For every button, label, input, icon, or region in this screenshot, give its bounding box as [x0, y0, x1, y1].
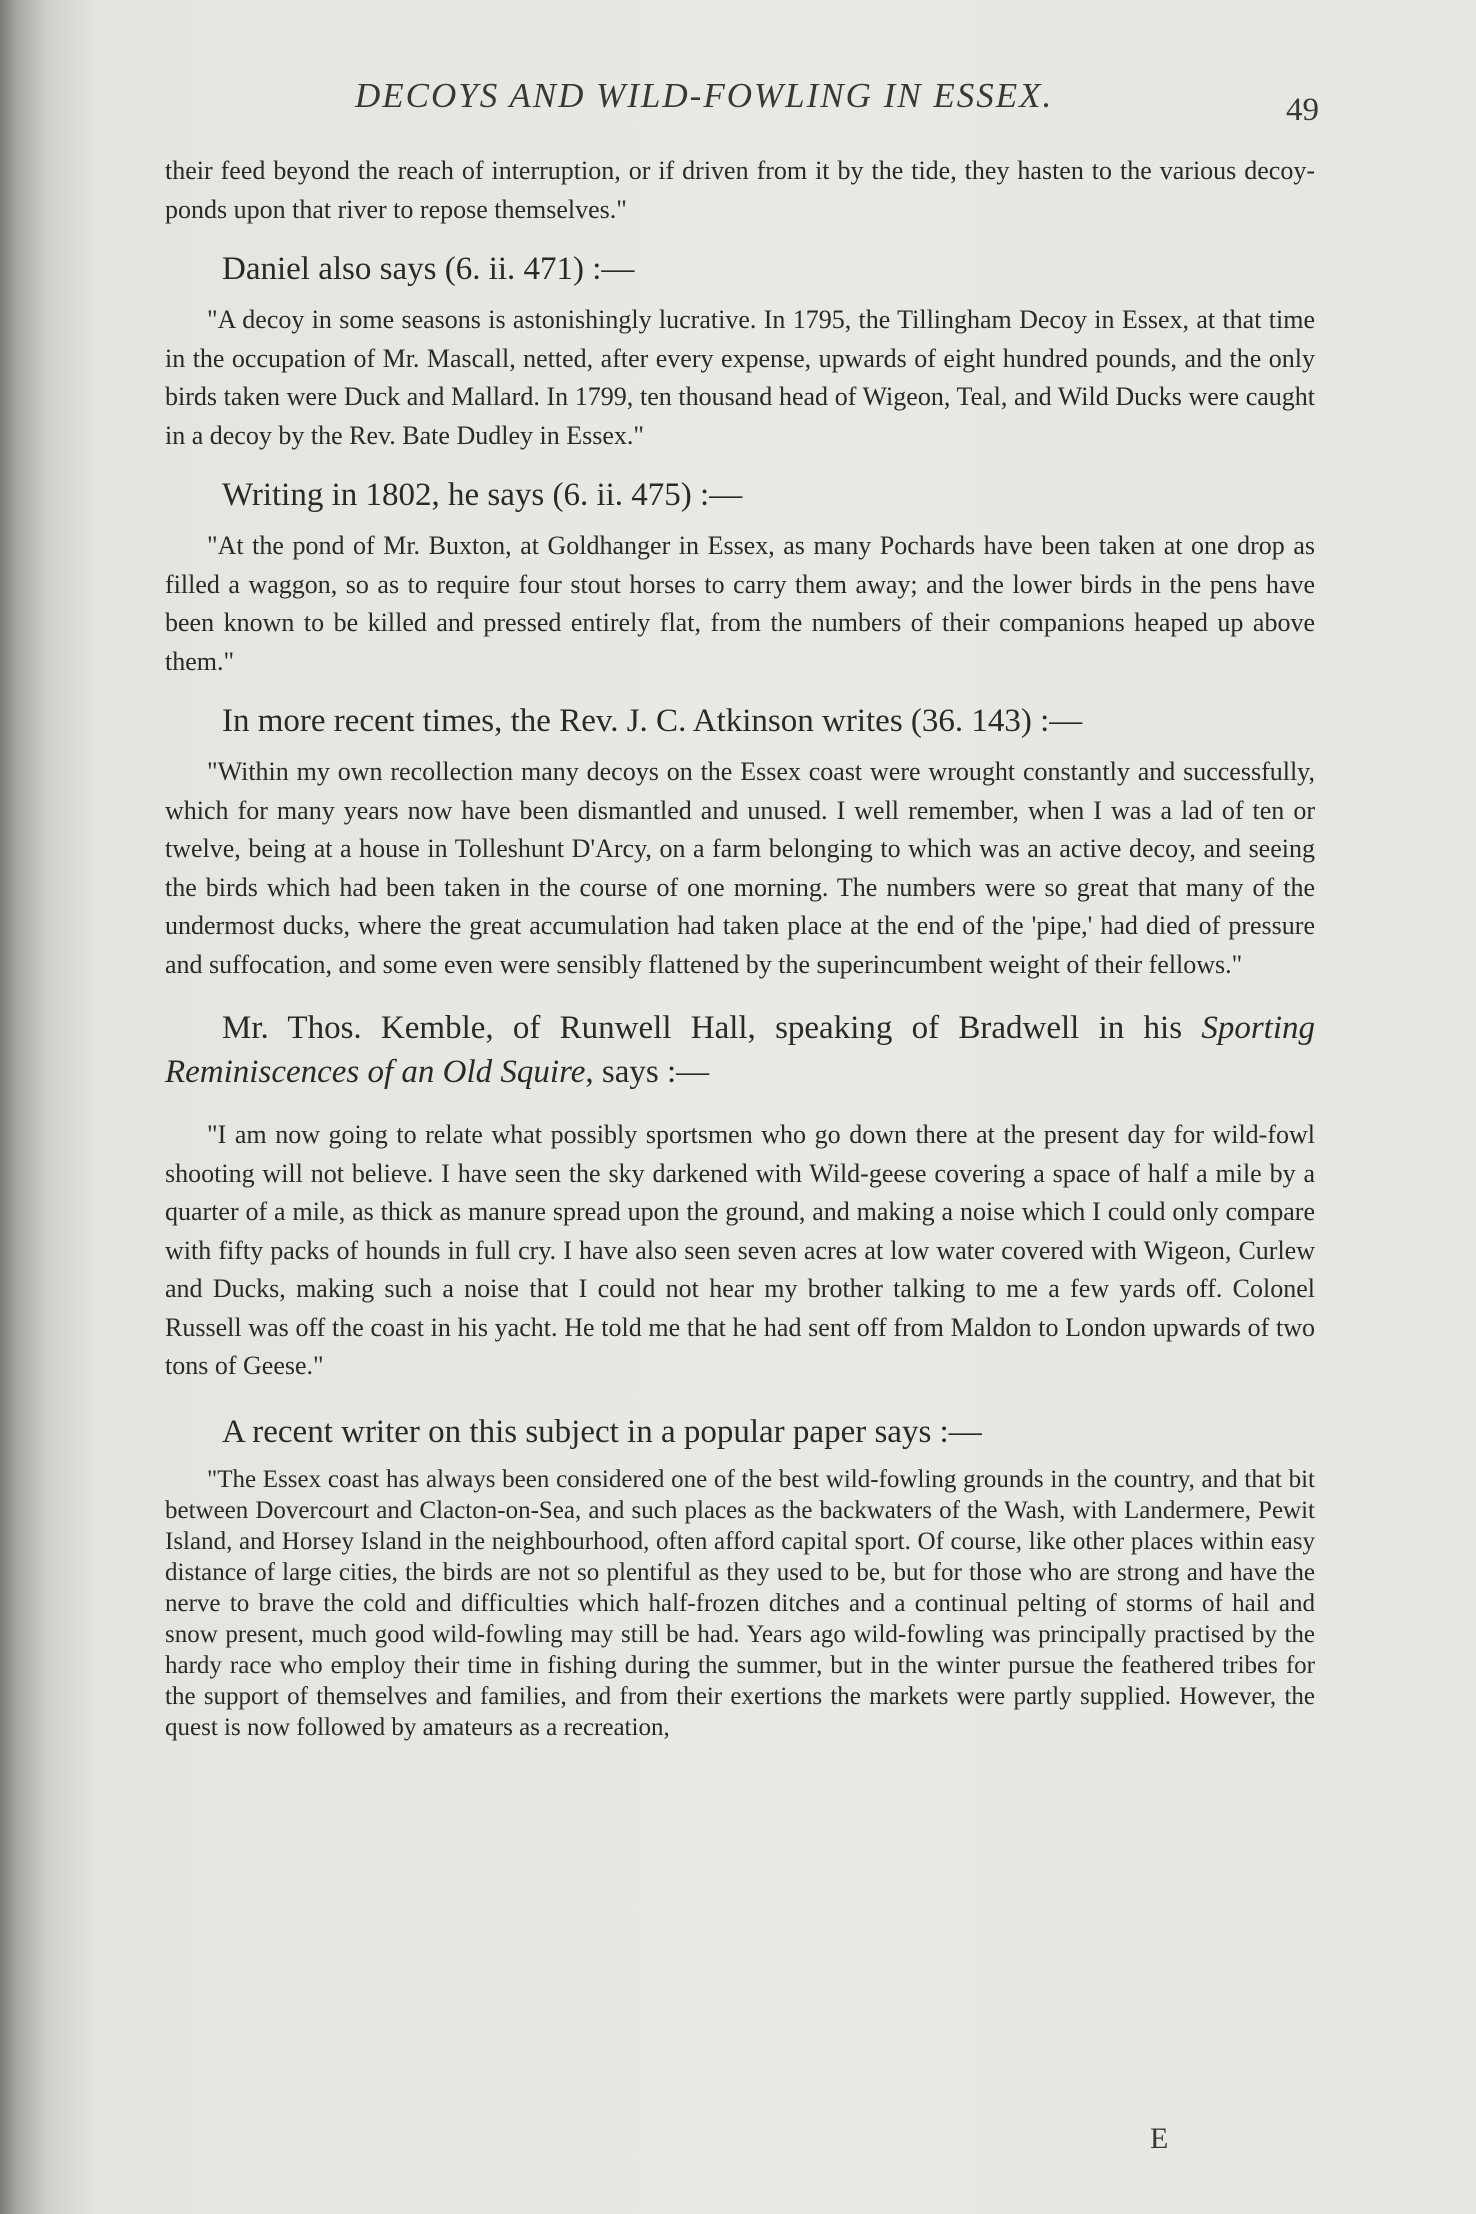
paragraph-intro-1802: Writing in 1802, he says (6. ii. 475) :— — [222, 477, 743, 513]
page-header — [0, 76, 1476, 136]
kemble-text-a: Mr. Thos. Kemble, of Runwell Hall, speaking of Bradwell in his — [222, 1010, 1202, 1046]
paragraph-quote-recent-writer: "The Essex coast has always been considered one of the best wild-fowling grounds in the country, and that bit between Dovercourt and Clacton-on-Sea, and such places as the backwaters of the Wash, with Landermere, Pewit Island, and Horsey Island in the neighbourhood, often afford capital sport. Of course, like other places within easy distance of large cities, the birds are not so plentiful as they used to be, but for those who are strong and have the nerve to brave the cold and difficulties which half-frozen ditches and a continual pelting of storms of hail and snow present, much good wild-fowling may still be had. Years ago wild-fowling was principally practised by the hardy race who employ their time in fishing during the summer, but in the winter pursue the feathered tribes for the support of themselves and families, and from their exertions the markets were partly supplied. However, the quest is now followed by amateurs as a recreation, — [165, 1465, 1315, 1741]
paragraph-quote-tillingham: "A decoy in some seasons is astonishingly lucrative. In 1795, the Tillingham Decoy in Essex, at that time in the occupation of Mr. Mascall, netted, after every expense, upwards of eight hundred pounds, and the only birds taken were Duck and Mallard. In 1799, ten thousand head of Wigeon, Teal, and Wild Ducks were caught in a decoy by the Rev. Bate Dudley in Essex." — [165, 305, 1315, 450]
signature-mark: E — [1150, 2122, 1169, 2155]
page-number: 49 — [1286, 92, 1319, 128]
page-body — [165, 152, 1315, 1743]
paragraph-intro-kemble — [165, 1006, 1315, 1094]
book-title-italic: Sporting Reminiscences of an Old Squire — [165, 1010, 1315, 1090]
paragraph-intro-daniel: Daniel also says (6. ii. 471) :— — [222, 251, 635, 287]
paragraph-quote-kemble: "I am now going to relate what possibly sportsmen who go down there at the present day for wild-fowl shooting will not believe. I have seen the sky darkened with Wild-geese covering a space of half a mile by a quarter of a mile, as thick as manure spread upon the ground, and making a noise which I could only compare with fifty packs of hounds in full cry. I have also seen seven acres at low water covered with Wigeon, Curlew and Ducks, making such a noise that I could not hear my brother talking to me a few yards off. Colonel Russell was off the coast in his yacht. He told me that he had sent off from Maldon to London upwards of two tons of Geese." — [165, 1120, 1315, 1380]
paragraph-quote-atkinson: "Within my own recollection many decoys on the Essex coast were wrought constantly and successfully, which for many years now have been dismantled and unused. I well remember, when I was a lad of ten or twelve, being at a house in Tolleshunt D'Arcy, on a farm belonging to which was an active decoy, and seeing the birds which had been taken in the course of one morning. The numbers were so great that many of the undermost ducks, where the great accumulation had taken place at the end of the 'pipe,' had died of pressure and suffocation, and some even were sensibly flattened by the superincumbent weight of their fellows." — [165, 757, 1315, 979]
paragraph-intro-recent-writer: A recent writer on this subject in a popular paper says :— — [222, 1413, 982, 1450]
running-title: DECOYS AND WILD-FOWLING IN ESSEX. — [355, 76, 1054, 115]
kemble-text-b: , says :— — [585, 1054, 710, 1090]
paragraph-intro-atkinson: In more recent times, the Rev. J. C. Atkinson writes (36. 143) :— — [222, 703, 1083, 739]
paragraph-quote-continuation: their feed beyond the reach of interruption, or if driven from it by the tide, they hasten to the various decoy-ponds upon that river to repose themselves." — [165, 156, 1315, 224]
paragraph-quote-goldhanger: "At the pond of Mr. Buxton, at Goldhanger in Essex, as many Pochards have been taken at one drop as filled a waggon, so as to require four stout horses to carry them away; and the lower birds in the pens have been known to be killed and pressed entirely flat, from the numbers of their companions heaped up above them." — [165, 531, 1315, 676]
